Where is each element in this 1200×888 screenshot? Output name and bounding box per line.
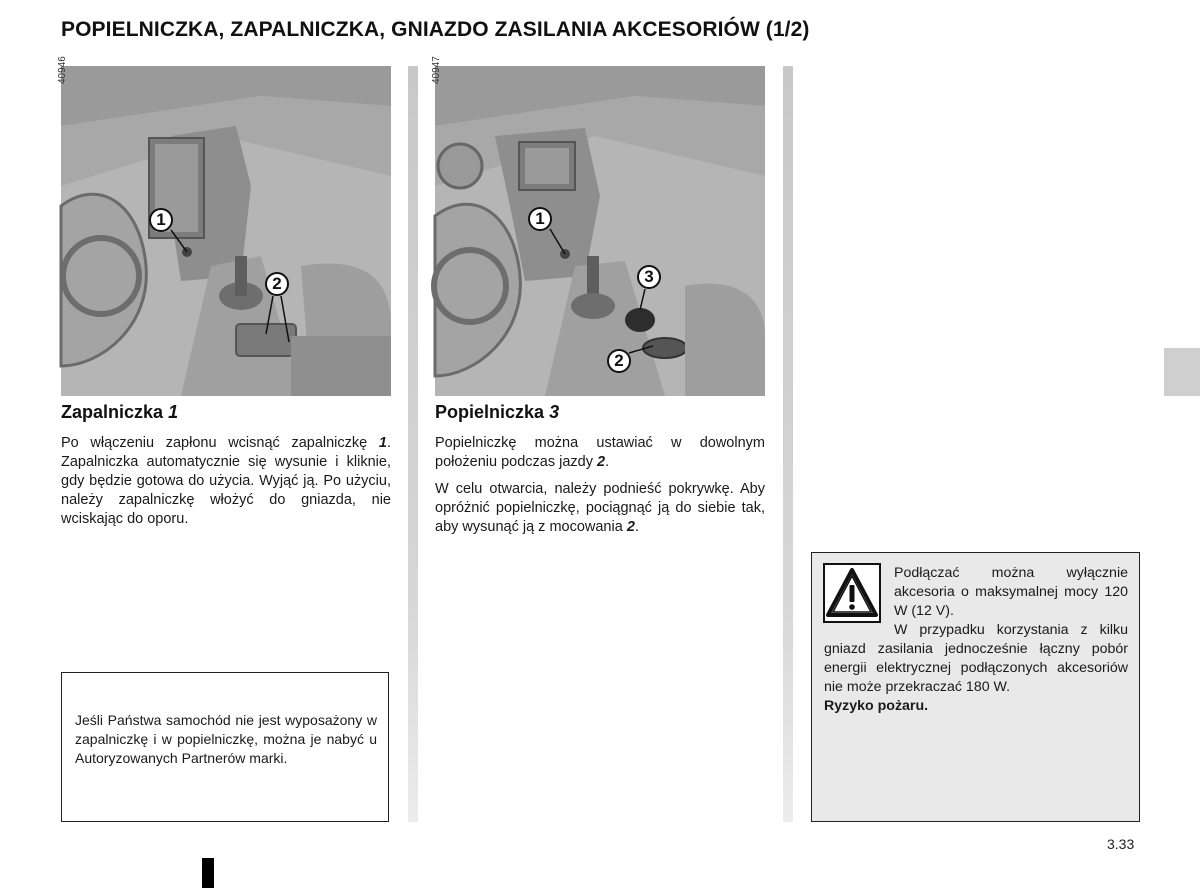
- callout-1: 1: [149, 208, 173, 232]
- note-box: [61, 672, 389, 822]
- callout-2: 2: [265, 272, 289, 296]
- figure-id: 40946: [57, 56, 68, 84]
- callout-1: 1: [528, 207, 552, 231]
- dashboard-illustration: [435, 66, 765, 396]
- column-divider: [783, 66, 793, 822]
- callout-3: 3: [637, 265, 661, 289]
- figure-ashtray: [431, 56, 765, 396]
- crop-mark: [202, 858, 214, 888]
- warning-paragraph-2: W przypadku korzystania z kilku gniazd zasilania jednocześnie łączny pobór energii elektrycznej podłączonych akcesoriów nie może przekraczać 180 W.: [824, 622, 1128, 695]
- ashtray-instructions: Popielniczkę można ustawiać w dowolnym położeniu podczas jazdy 2. W celu otwarcia, należy podnieść pokrywkę. Aby opróżnić popielniczkę, pociągnąć ją do siebie tak, aby wysunąć ją z mocowania 2.: [435, 435, 765, 535]
- page-title: POPIELNICZKA, ZAPALNICZKA, GNIAZDO ZASILANIA AKCESORIÓW (1/2): [61, 18, 810, 41]
- dashboard-illustration: [61, 66, 391, 396]
- warning-paragraph-1: Podłączać można wyłącznie akcesoria o maksymalnej mocy 120 W (12 V).: [894, 565, 1128, 619]
- lighter-instructions: Po włączeniu zapłonu wcisnąć zapalniczkę 1. Zapalniczka automatycznie się wysunie i kliknie, gdy będzie gotowa do użycia. Wyjąć ją. Po użyciu, należy zapalniczkę włożyć do gniazda, nie wciskając do oporu.: [61, 435, 391, 527]
- figure-lighter: [57, 56, 391, 396]
- warning-text: [824, 564, 1128, 716]
- callout-2: 2: [607, 349, 631, 373]
- warning-risk: Ryzyko pożaru.: [824, 698, 929, 714]
- section-heading-lighter: Zapalniczka 1: [61, 402, 179, 422]
- chapter-tab-marker: [1164, 348, 1200, 396]
- section-heading-ashtray: Popielniczka 3: [435, 402, 560, 422]
- page-number: 3.33: [1107, 836, 1135, 852]
- note-text: Jeśli Państwa samochód nie jest wyposażony w zapalniczkę i w popielniczkę, można je nabyć u Autoryzowanych Partnerów marki.: [75, 712, 377, 766]
- column-divider: [408, 66, 418, 822]
- warning-box: [811, 552, 1140, 822]
- figure-id: 40947: [431, 56, 442, 84]
